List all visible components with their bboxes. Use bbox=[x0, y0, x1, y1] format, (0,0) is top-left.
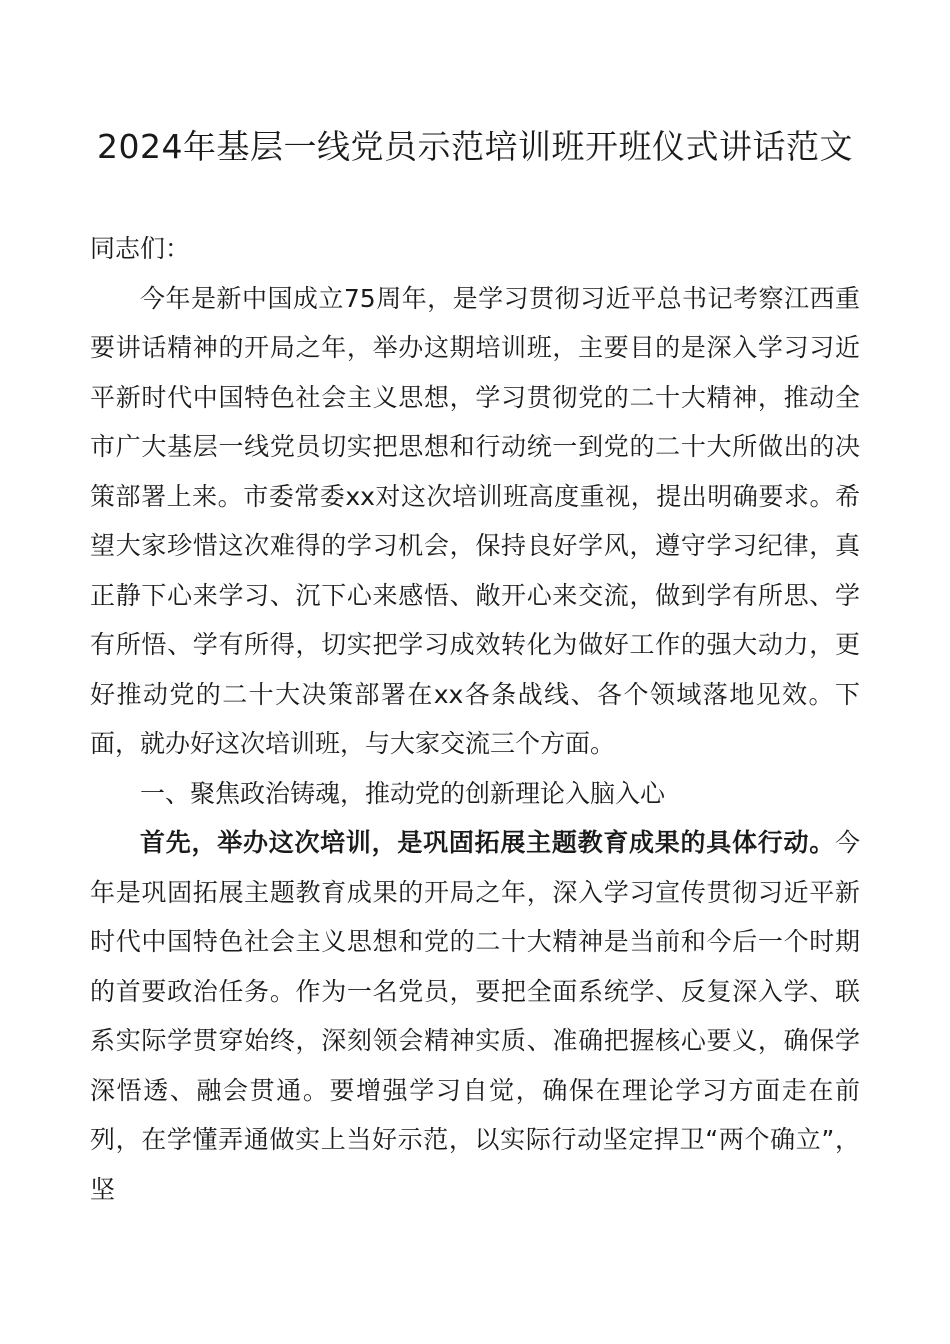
section-heading-1: 一、聚焦政治铸魂，推动党的创新理论入脑入心 bbox=[140, 778, 666, 808]
document-body bbox=[90, 224, 860, 1214]
paragraph-intro: 今年是新中国成立75周年，是学习贯彻习近平总书记考察江西重要讲话精神的开局之年，举办这期培训班，主要目的是深入学习习近平新时代中国特色社会主义思想，学习贯彻党的二十大精神，推动全市广大基层一线党员切实把思想和行动统一到党的二十大所做出的决策部署上来。市委常委xx对这次培训班高度重视，提出明确要求。希望大家珍惜这次难得的学习机会，保持良好学风，遵守学习纪律，真正静下心来学习、沉下心来感悟、敞开心来交流，做到学有所思、学有所悟、学有所得，切实把学习成效转化为做好工作的强大动力，更好推动党的二十大决策部署在xx各条战线、各个领域落地见效。下面，就办好这次培训班，与大家交流三个方面。 bbox=[90, 283, 860, 758]
document-title: 2024年基层一线党员示范培训班开班仪式讲话范文 bbox=[97, 127, 853, 166]
paragraph-first-point bbox=[90, 818, 860, 1214]
paragraph-lead-bold: 首先，举办这次培训，是巩固拓展主题教育成果的具体行动。 bbox=[140, 828, 835, 857]
salutation: 同志们： bbox=[90, 234, 191, 263]
paragraph-body-text: 今年是巩固拓展主题教育成果的开局之年，深入学习宣传贯彻习近平新时代中国特色社会主义思想和党的二十大精神是当前和今后一个时期的首要政治任务。作为一名党员，要把全面系统学、反复深入学、联系实际学贯穿始终，深刻领会精神实质、准确把握核心要义，确保学深悟透、融会贯通。要增强学习自觉，确保在理论学习方面走在前列，在学懂弄通做实上当好示范，以实际行动坚定捍卫“两个确立”，坚 bbox=[90, 828, 860, 1204]
